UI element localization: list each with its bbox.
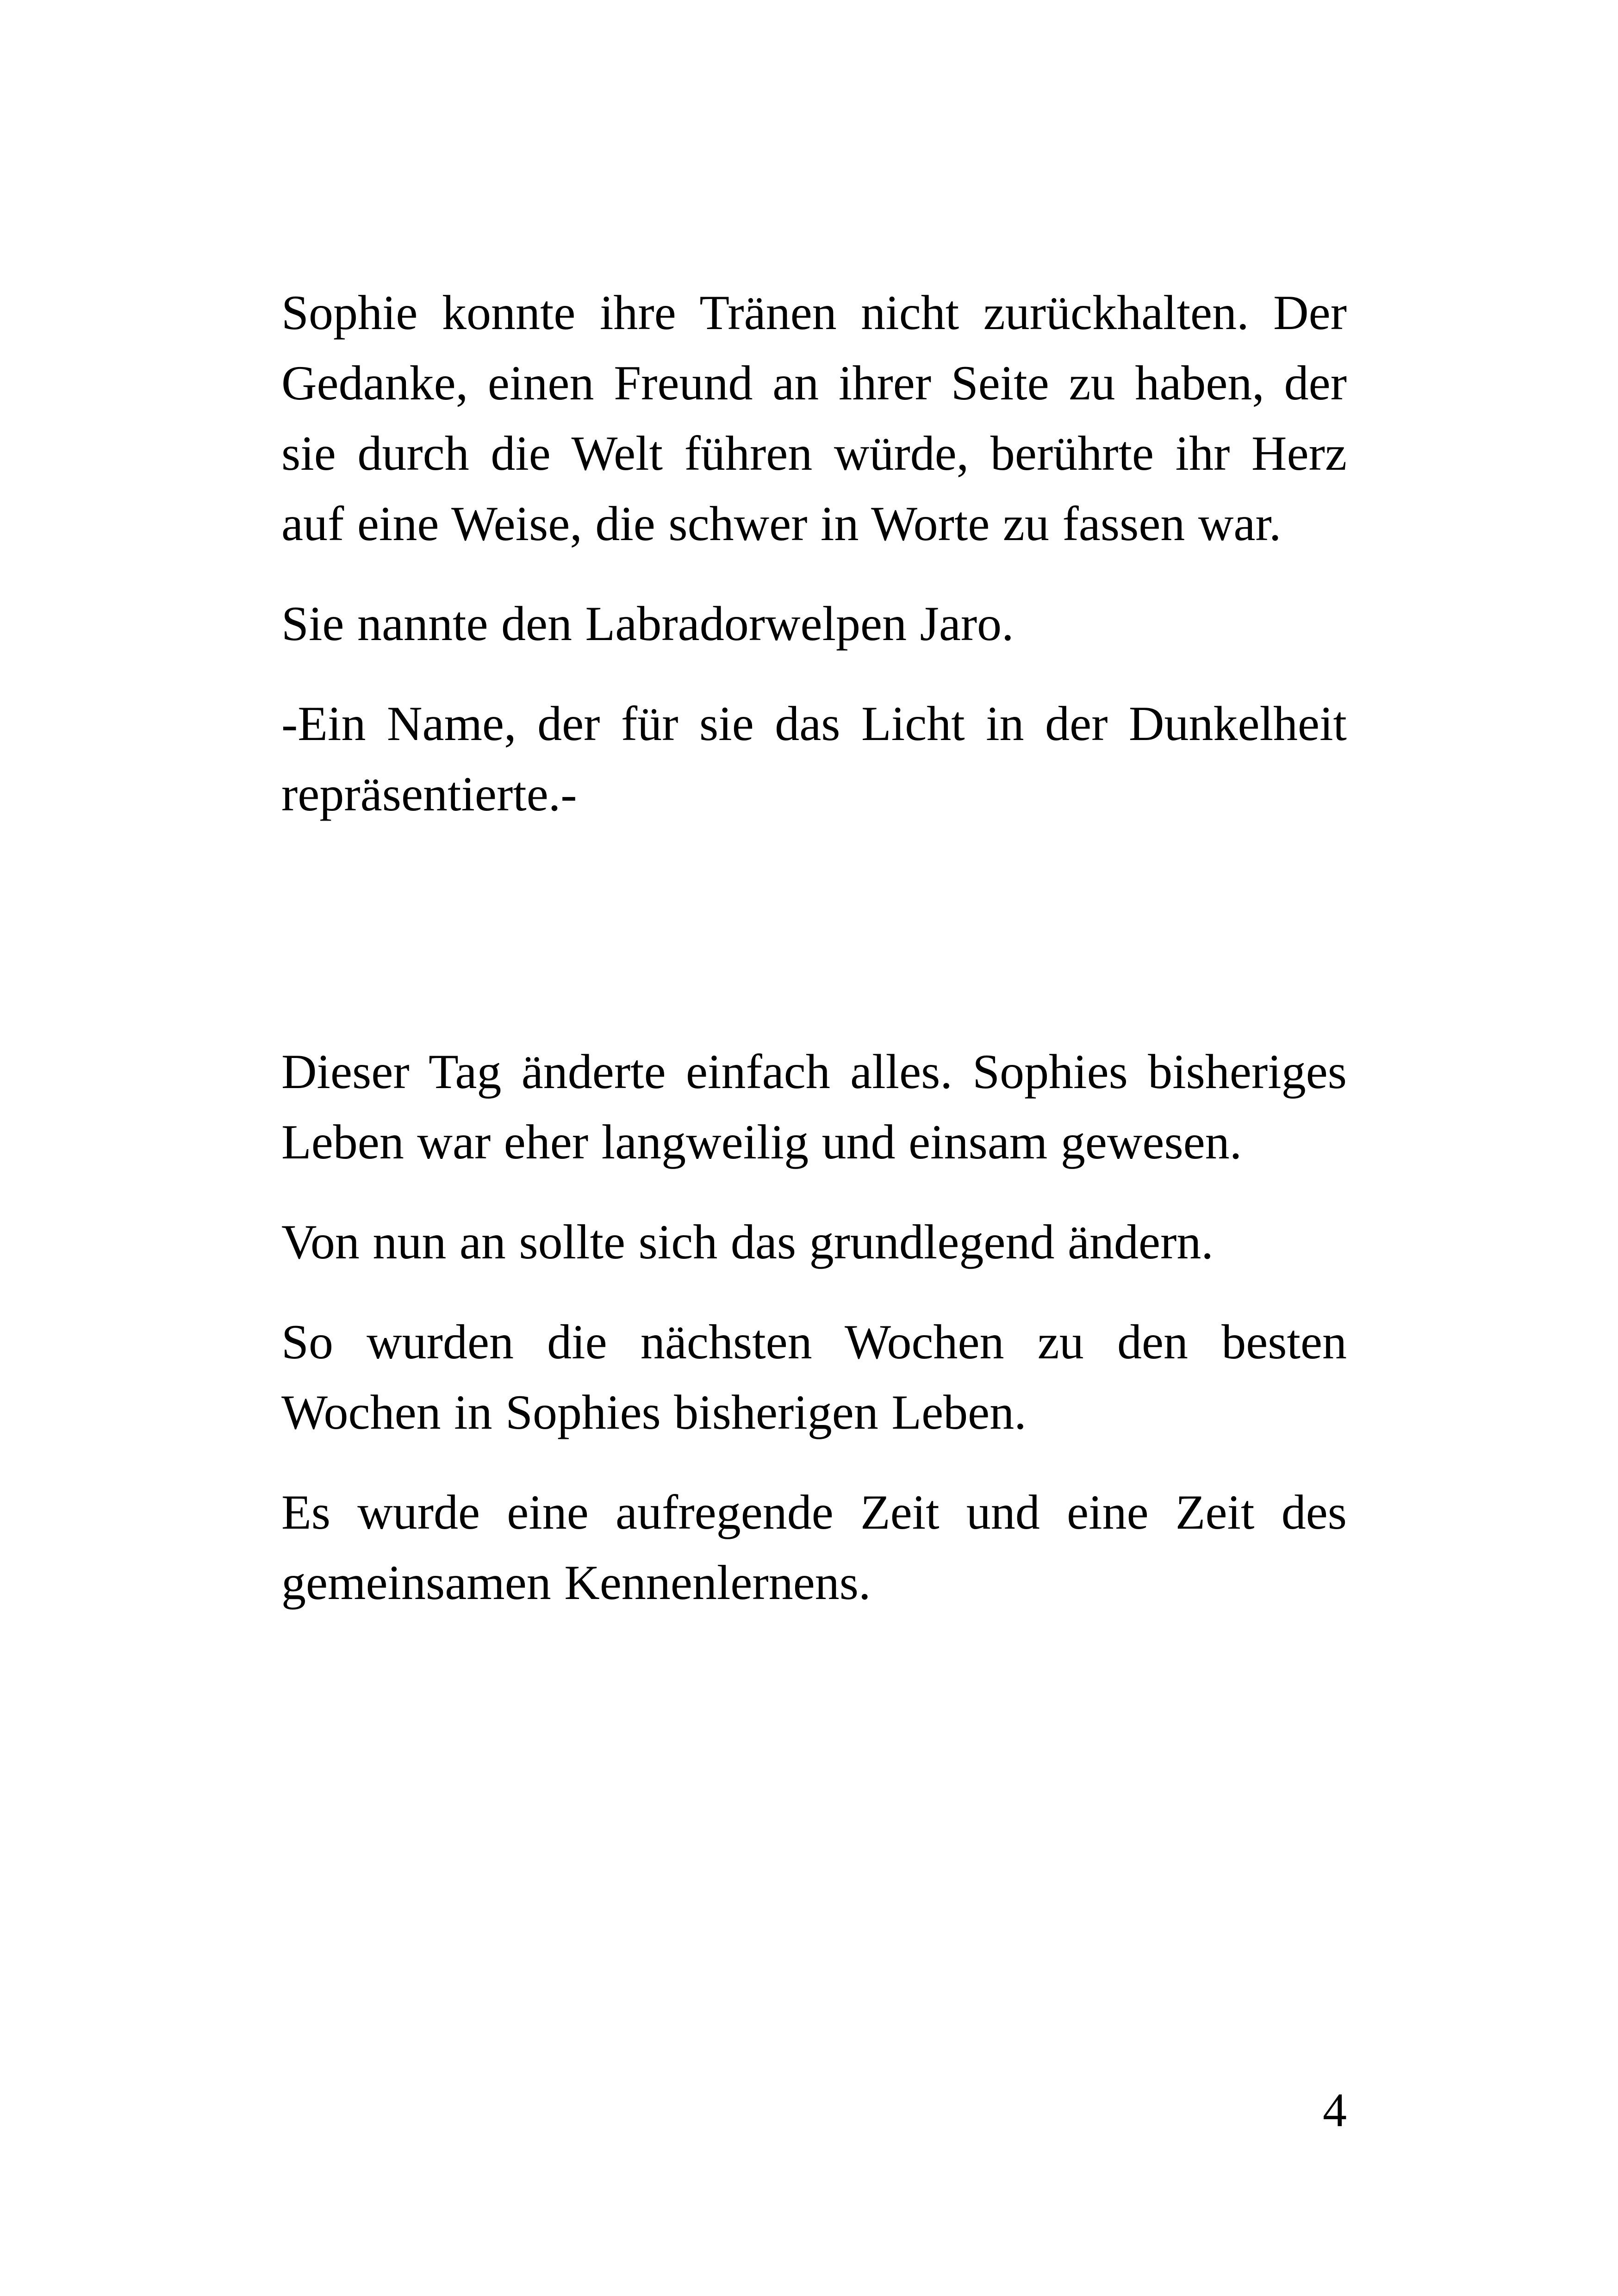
text-section-1 bbox=[281, 278, 1347, 829]
paragraph: Es wurde eine aufregende Zeit und eine Zeit des gemeinsamen Kennenlernens. bbox=[281, 1485, 1347, 1610]
paragraph: -Ein Name, der für sie das Licht in der Dunkelheit repräsentierte.- bbox=[281, 697, 1347, 821]
text-section-2 bbox=[281, 1037, 1347, 1618]
page-number: 4 bbox=[1323, 2084, 1347, 2137]
paragraph: So wurden die nächsten Wochen zu den besten Wochen in Sophies bisherigen Leben. bbox=[281, 1315, 1347, 1439]
paragraph: Sophie konnte ihre Tränen nicht zurückhalten. Der Gedanke, einen Freund an ihrer Seite zu haben, der sie durch die Welt führen würde, berührte ihr Herz auf eine Weise, die schwer in Worte zu fassen war. bbox=[281, 286, 1347, 551]
paragraph: Sie nannte den Labradorwelpen Jaro. bbox=[281, 597, 1014, 651]
paragraph: Dieser Tag änderte einfach alles. Sophies bisheriges Leben war eher langweilig und einsam gewesen. bbox=[281, 1045, 1347, 1169]
paragraph: Von nun an sollte sich das grundlegend ändern. bbox=[281, 1215, 1214, 1269]
